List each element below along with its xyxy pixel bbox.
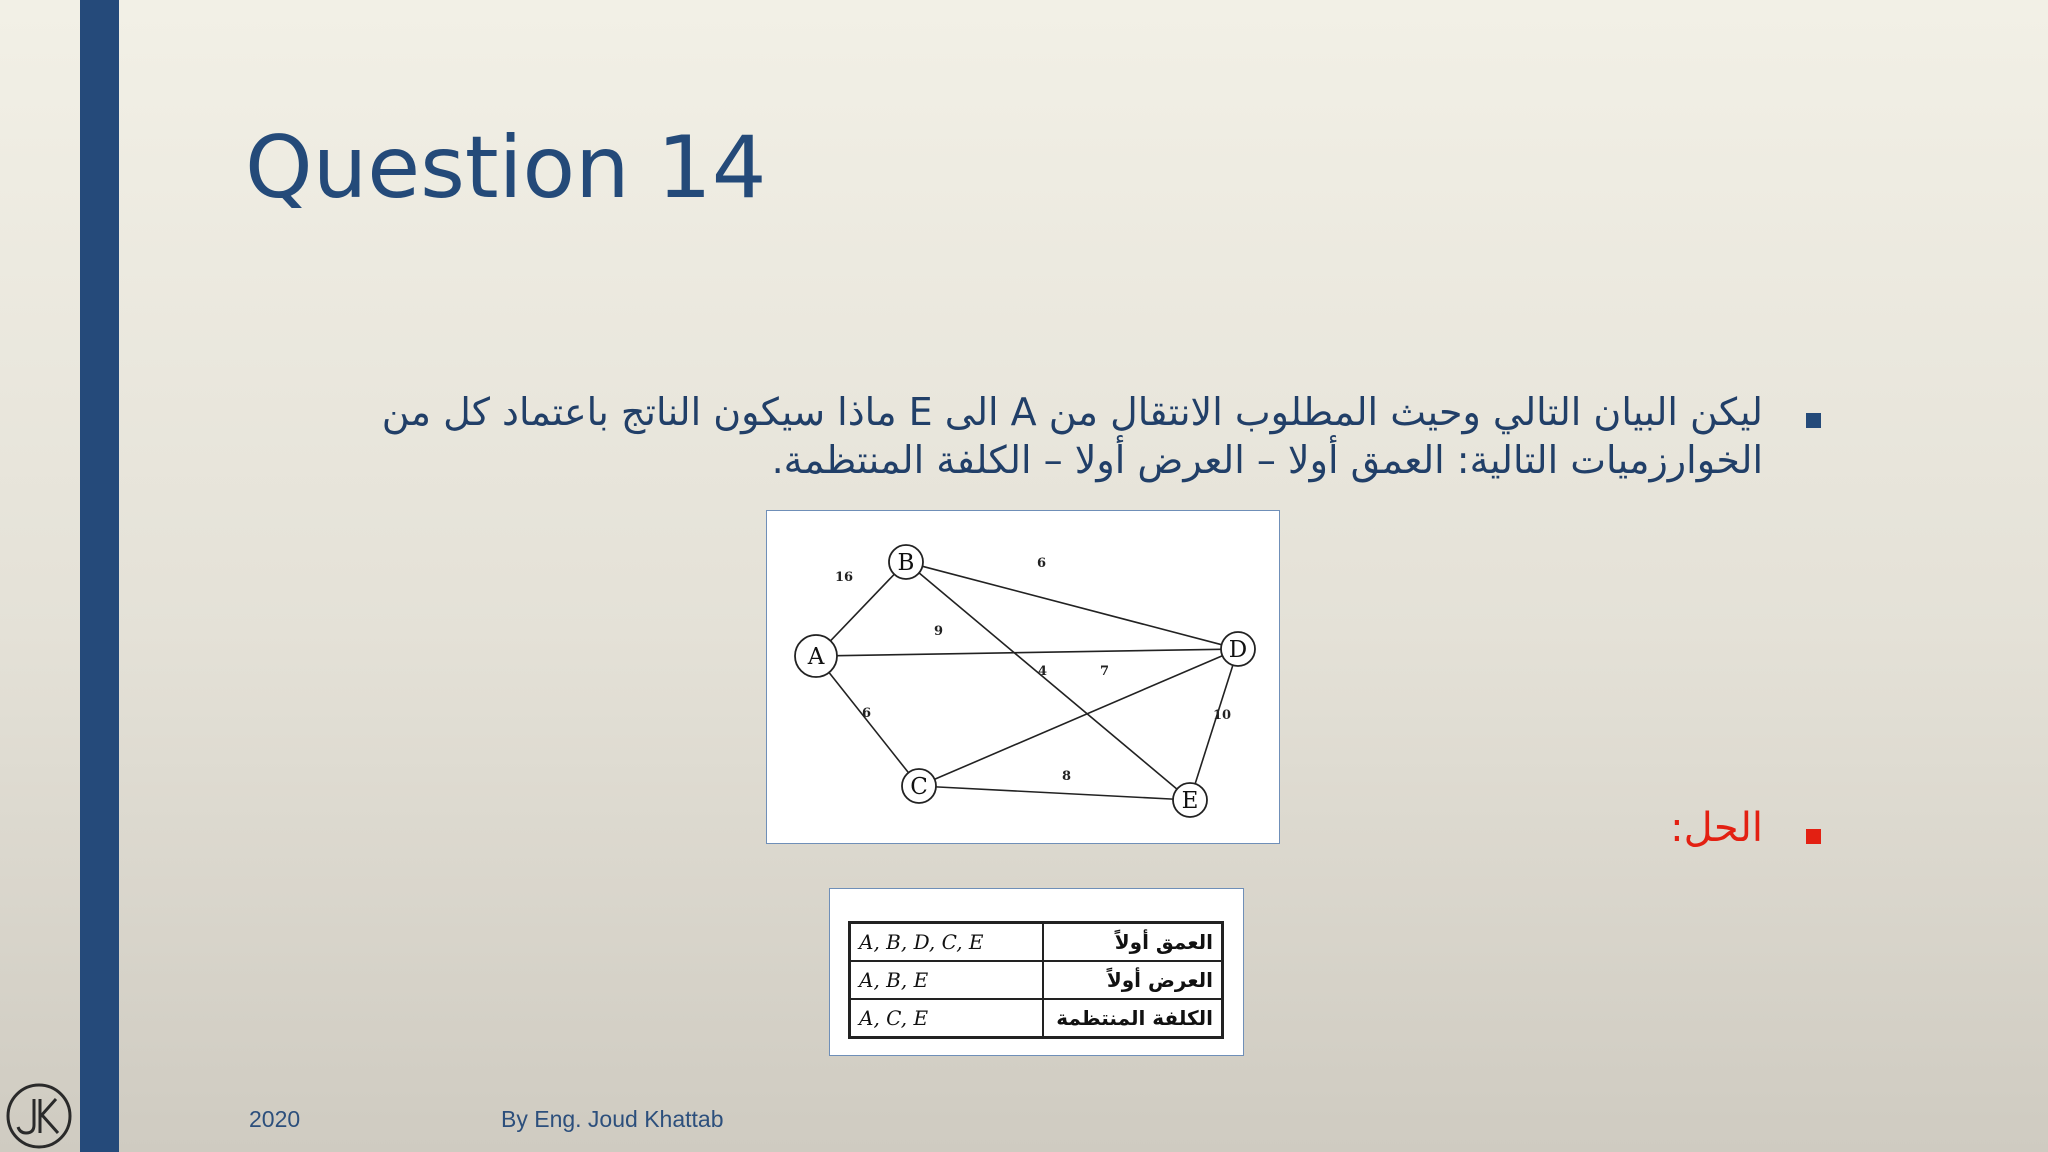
results-table	[848, 921, 1224, 1039]
edge-weight-C-E: 8	[1062, 769, 1072, 784]
question-text: ليكن البيان التالي وحيث المطلوب الانتقال من A الى E ماذا سيكون الناتج باعتماد كل من الخوارزميات التالية: العمق أولا – العرض أولا – الكلفة المنتظمة.	[381, 390, 1763, 482]
edge-A-C	[829, 672, 908, 772]
dfs-path: A, B, D, C, E	[850, 923, 1044, 962]
results-row-ucs	[850, 999, 1223, 1038]
edge-weight-D-E: 10	[1213, 708, 1232, 723]
results-row-dfs	[850, 923, 1223, 962]
graph-figure	[766, 510, 1280, 844]
edge-D-E	[1195, 665, 1233, 784]
node-label-A: A	[807, 644, 825, 670]
node-label-C: C	[910, 774, 928, 800]
edge-B-D	[922, 566, 1221, 644]
results-figure	[829, 888, 1244, 1056]
footer-author: By Eng. Joud Khattab	[501, 1106, 724, 1132]
footer-date: 2020	[249, 1106, 301, 1132]
edge-weight-C-D: 7	[1100, 664, 1110, 679]
edge-weight-A-D: 9	[934, 624, 944, 639]
node-label-E: E	[1181, 788, 1199, 814]
dfs-label: العمق أولاً	[1043, 923, 1223, 962]
bfs-path: A, B, E	[850, 961, 1044, 999]
slide-title: Question 14	[245, 118, 767, 218]
edge-weight-A-B: 16	[835, 570, 854, 585]
edge-weight-A-C: 6	[862, 706, 872, 721]
question-bullet-icon	[1806, 413, 1821, 428]
solution-bullet-icon	[1806, 829, 1821, 844]
edge-weight-B-D: 6	[1037, 556, 1047, 571]
weighted-graph	[767, 511, 1281, 845]
edge-weight-B-E: 4	[1038, 664, 1048, 679]
edge-C-D	[935, 656, 1223, 780]
edge-B-E	[919, 573, 1177, 789]
ucs-label: الكلفة المنتظمة	[1043, 999, 1223, 1038]
edge-A-D	[837, 649, 1221, 655]
results-row-bfs	[850, 961, 1223, 999]
jk-logo-icon	[4, 1081, 74, 1151]
edge-C-E	[936, 787, 1173, 799]
ucs-path: A, C, E	[850, 999, 1044, 1038]
bfs-label: العرض أولاً	[1043, 961, 1223, 999]
solution-label: الحل:	[1670, 805, 1763, 851]
node-label-B: B	[897, 550, 915, 576]
accent-bar	[80, 0, 119, 1152]
node-label-D: D	[1228, 637, 1248, 663]
